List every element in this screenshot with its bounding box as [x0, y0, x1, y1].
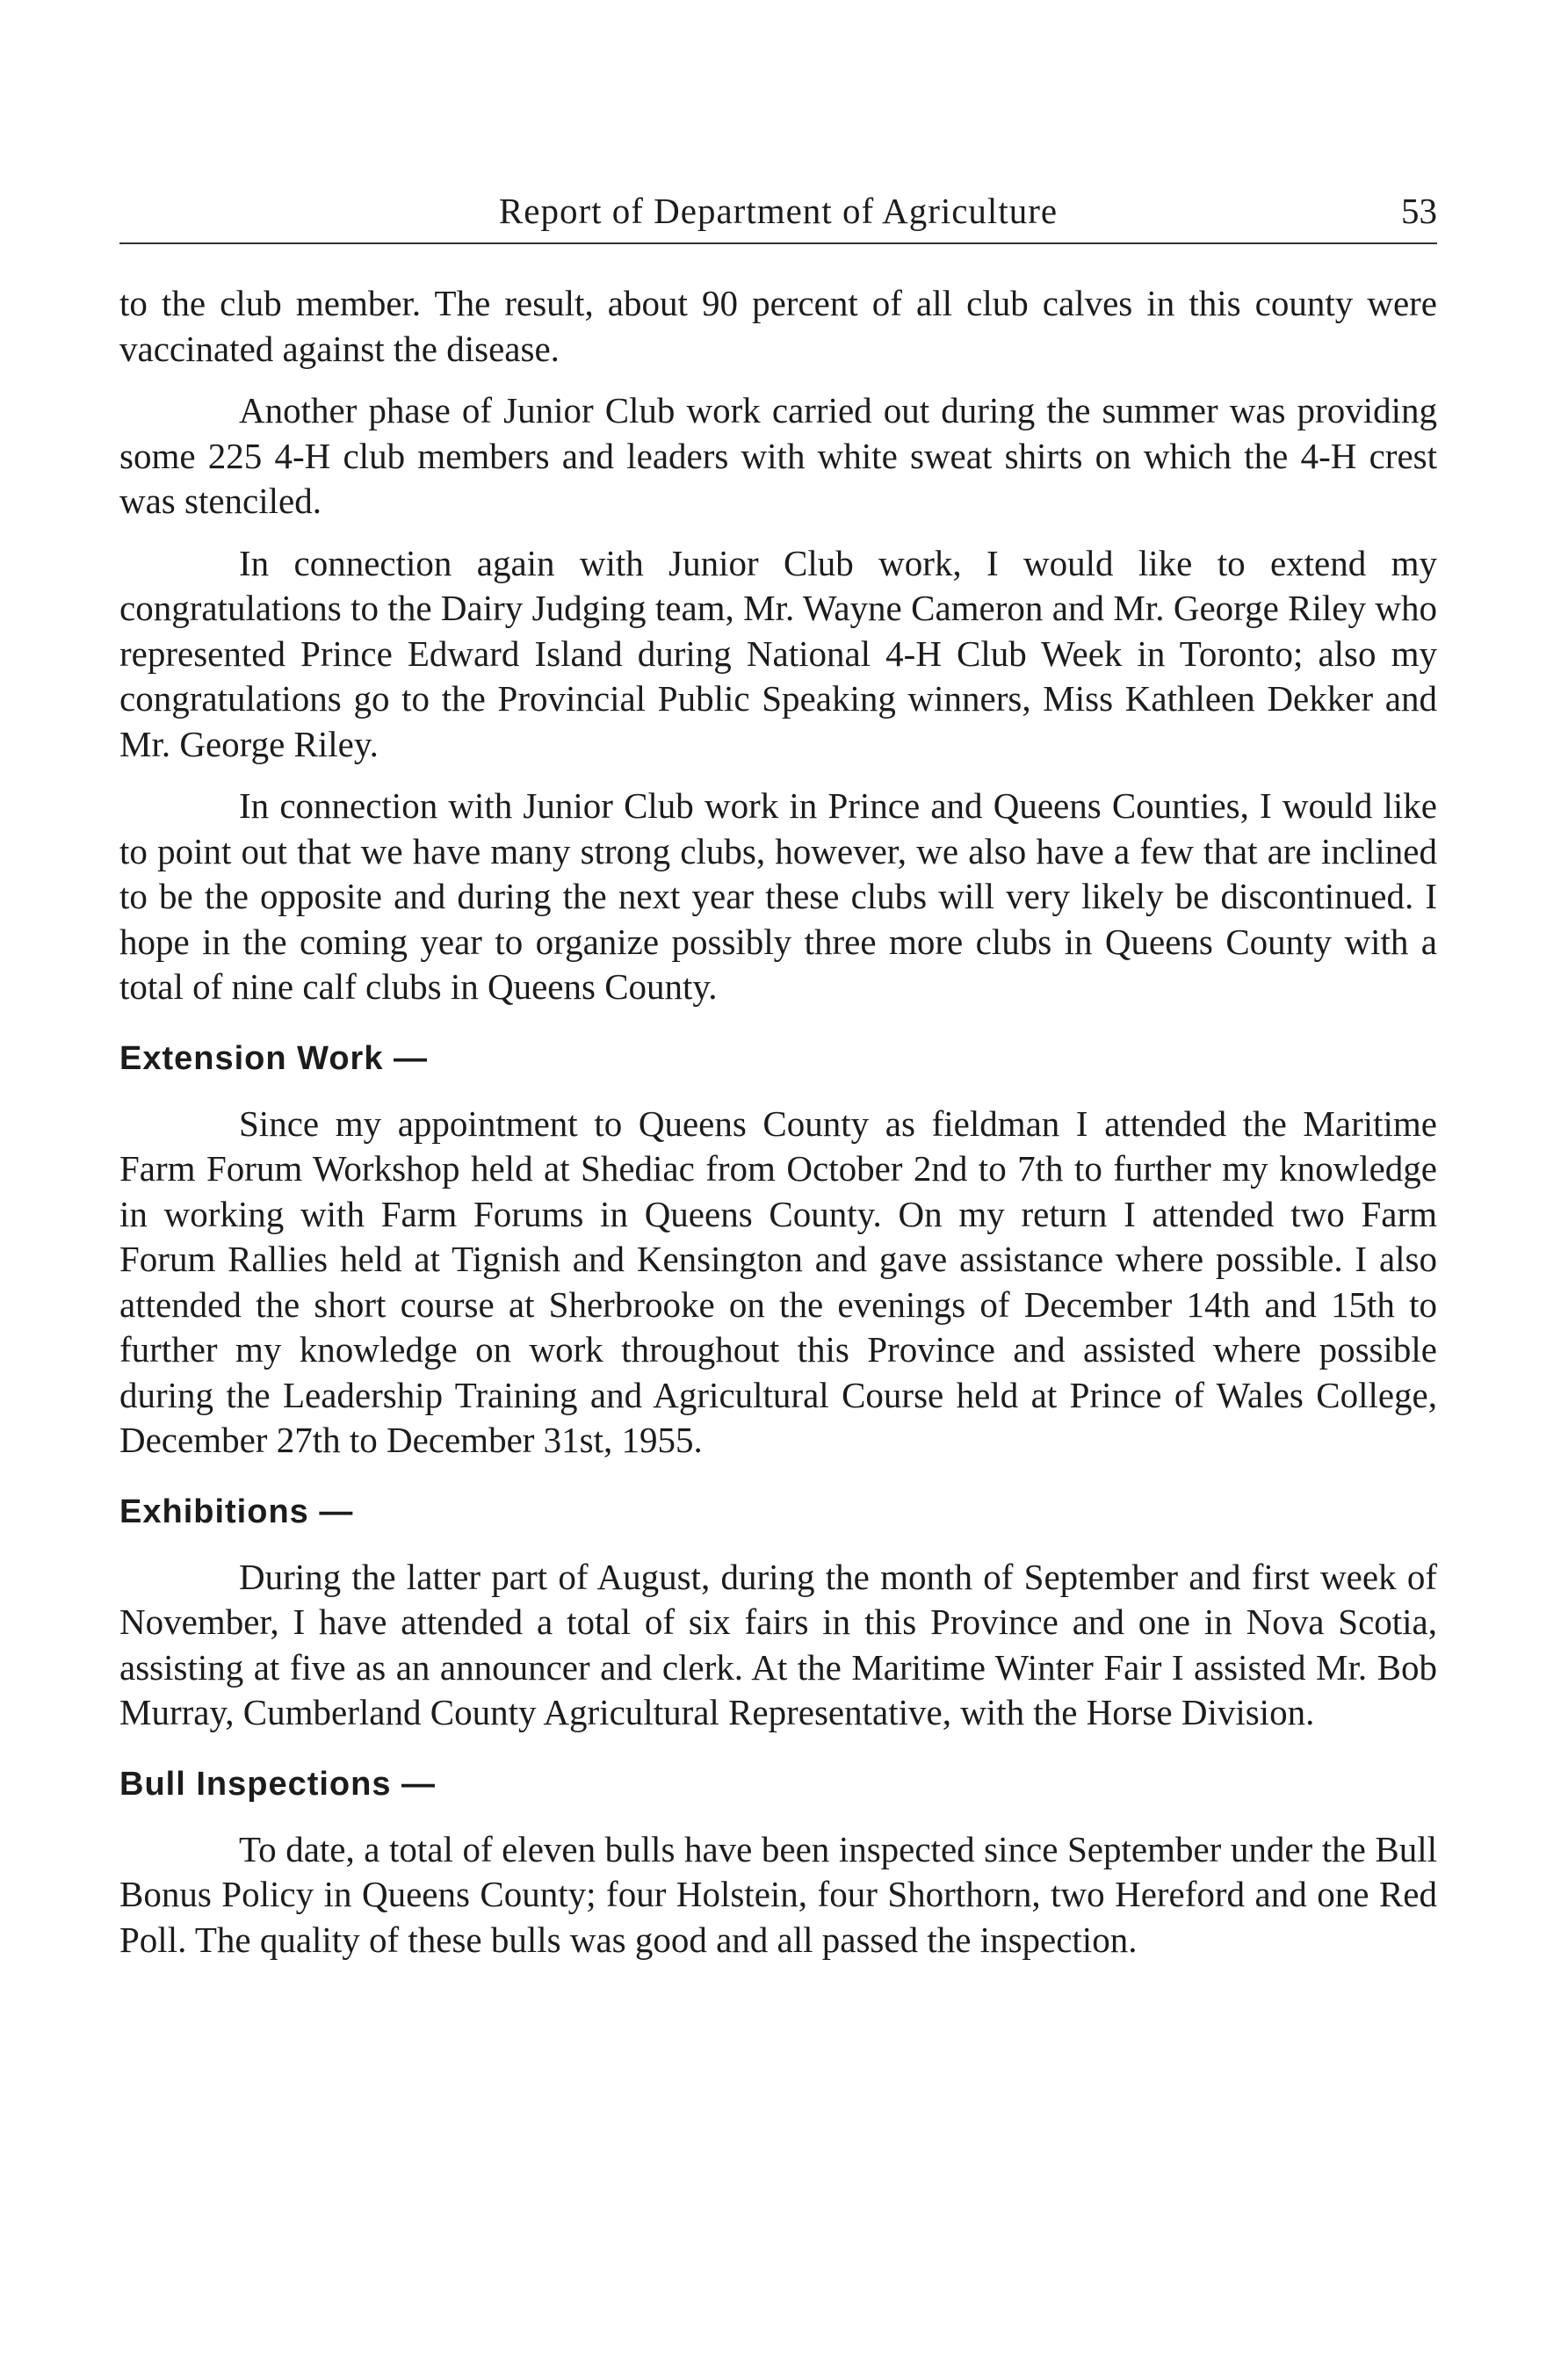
section-text-exhibitions: During the latter part of August, during the month of September and first week of November, I have attended a total of six fairs in this Province and one in Nova Scotia, assisting at five as an announcer and clerk. At the Maritime Winter Fair I assisted Mr. Bob Murray, Cumberland County Agricultural Representative, with the Horse Division. — [119, 1556, 1437, 1732]
running-header — [119, 184, 1437, 237]
section-text-bull-inspections: To date, a total of eleven bulls have been inspected since September under the Bull Bonus Policy in Queens County; four Holstein, four Shorthorn, two Hereford and one Red Poll. The quality of these bulls was good and all passed the inspection. — [119, 1828, 1437, 1960]
paragraph-continued: to the club member. The result, about 90 percent of all club calves in this county were vaccinated against the disease. — [119, 283, 1437, 369]
section-heading-bull-inspections: Bull Inspections — — [119, 1765, 437, 1803]
paragraph-sweat-shirts: Another phase of Junior Club work carried out during the summer was providing some 225 4-H club members and leaders with white sweat shirts on which the 4-H crest was stenciled. — [119, 390, 1437, 521]
document-page — [119, 184, 1437, 1963]
paragraph-congratulations: In connection again with Junior Club work, I would like to extend my congratulations to the Dairy Judging team, Mr. Wayne Cameron and Mr. George Riley who represented Prince Edward Island during National 4-H Club Week in Toronto; also my congratulations go to the Provincial Public Speaking winners, Miss Kathleen Dekker and Mr. George Riley. — [119, 542, 1437, 764]
header-rule — [119, 242, 1437, 244]
running-title: Report of Department of Agriculture — [498, 191, 1059, 231]
paragraph-club-outlook: In connection with Junior Club work in Prince and Queens Counties, I would like to point out that we have many strong clubs, however, we also have a few that are inclined to be the opposite and during the next year these clubs will very likely be discontinued. I hope in the coming year to organize possibly three more clubs in Queens County with a total of nine calf clubs in Queens County. — [119, 785, 1437, 1007]
section-text-extension-work: Since my appointment to Queens County as fieldman I attended the Maritime Farm Forum Workshop held at Shediac from October 2nd to 7th to further my knowledge in working with Farm Forums in Queens County. On my return I attended two Farm Forum Rallies held at Tignish and Kensington and gave assistance where possible. I also attended the short course at Sherbrooke on the evenings of December 14th and 15th to further my knowledge on work throughout this Province and assisted where possible during the Leadership Training and Agricultural Course held at Prince of Wales College, December 27th to December 31st, 1955. — [119, 1102, 1437, 1460]
page-number: 53 — [1401, 191, 1437, 231]
section-heading-extension-work: Extension Work — — [119, 1039, 429, 1077]
section-heading-exhibitions: Exhibitions — — [119, 1493, 354, 1530]
